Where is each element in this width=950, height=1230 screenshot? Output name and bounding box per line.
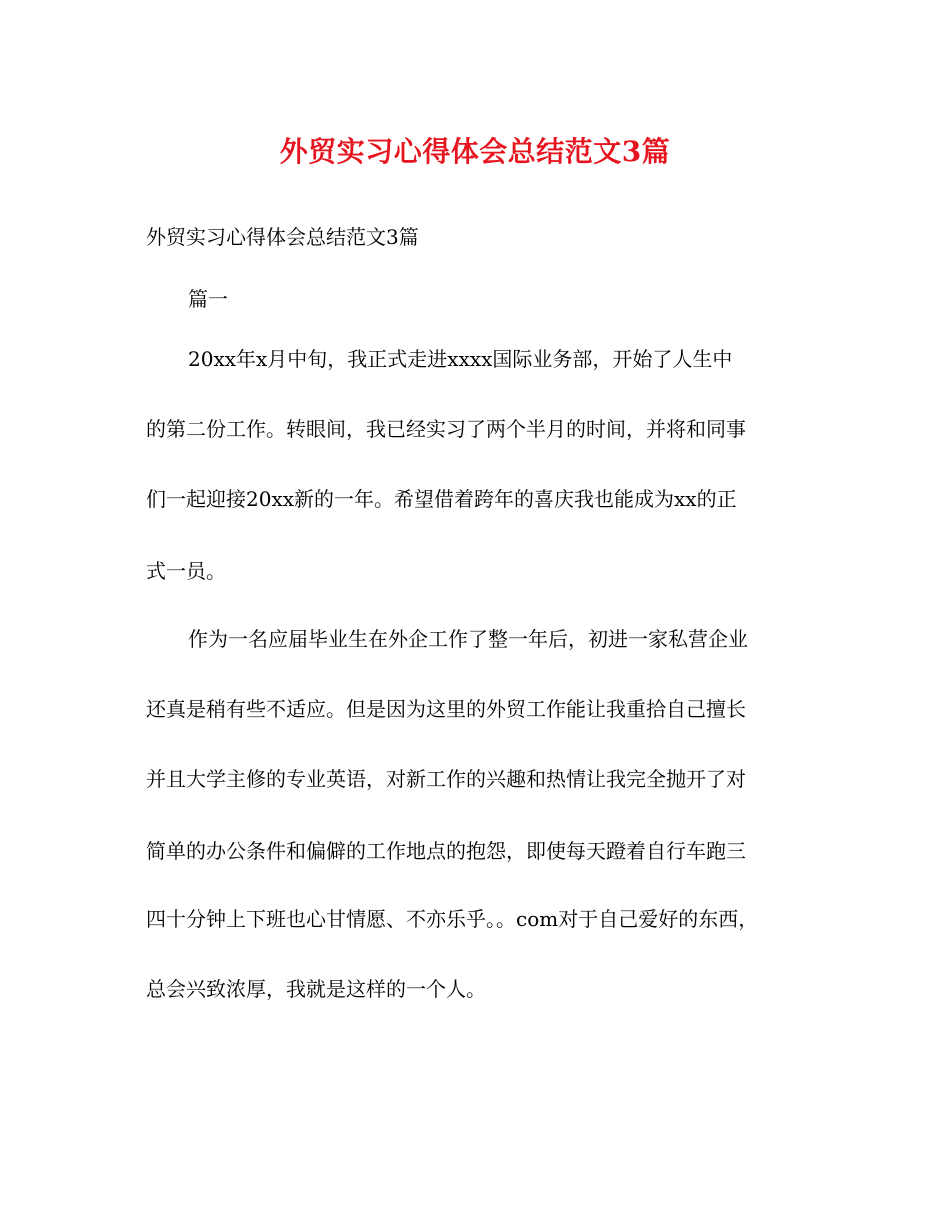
paragraph-line: 式一员。 bbox=[146, 559, 226, 583]
paragraph-line: 四十分钟上下班也心甘情愿、不亦乐乎。。com对于自己爱好的东西， bbox=[146, 907, 759, 931]
paragraph-line: 简单的办公条件和偏僻的工作地点的抱怨，即使每天蹬着自行车跑三 bbox=[146, 839, 746, 863]
paragraph-line: 还真是稍有些不适应。但是因为这里的外贸工作能让我重拾自己擅长 bbox=[146, 697, 746, 721]
document-title: 外贸实习心得体会总结范文3篇 bbox=[279, 135, 671, 168]
paragraph-line: 并且大学主修的专业英语，对新工作的兴趣和热情让我完全抛开了对 bbox=[146, 767, 746, 791]
paragraph-line: 20xx年x月中旬，我正式走进xxxx国际业务部，开始了人生中 bbox=[188, 347, 733, 371]
paragraph-line: 的第二份工作。转眼间，我已经实习了两个半月的时间，并将和同事 bbox=[146, 417, 746, 441]
paragraph-line: 们一起迎接20xx新的一年。希望借着跨年的喜庆我也能成为xx的正 bbox=[146, 487, 737, 511]
paragraph-line: 作为一名应届毕业生在外企工作了整一年后，初进一家私营企业 bbox=[188, 627, 748, 651]
paragraph-line: 总会兴致浓厚，我就是这样的一个人。 bbox=[146, 977, 486, 1001]
document-subtitle: 外贸实习心得体会总结范文3篇 bbox=[146, 225, 419, 249]
section-heading: 篇一 bbox=[188, 287, 228, 311]
